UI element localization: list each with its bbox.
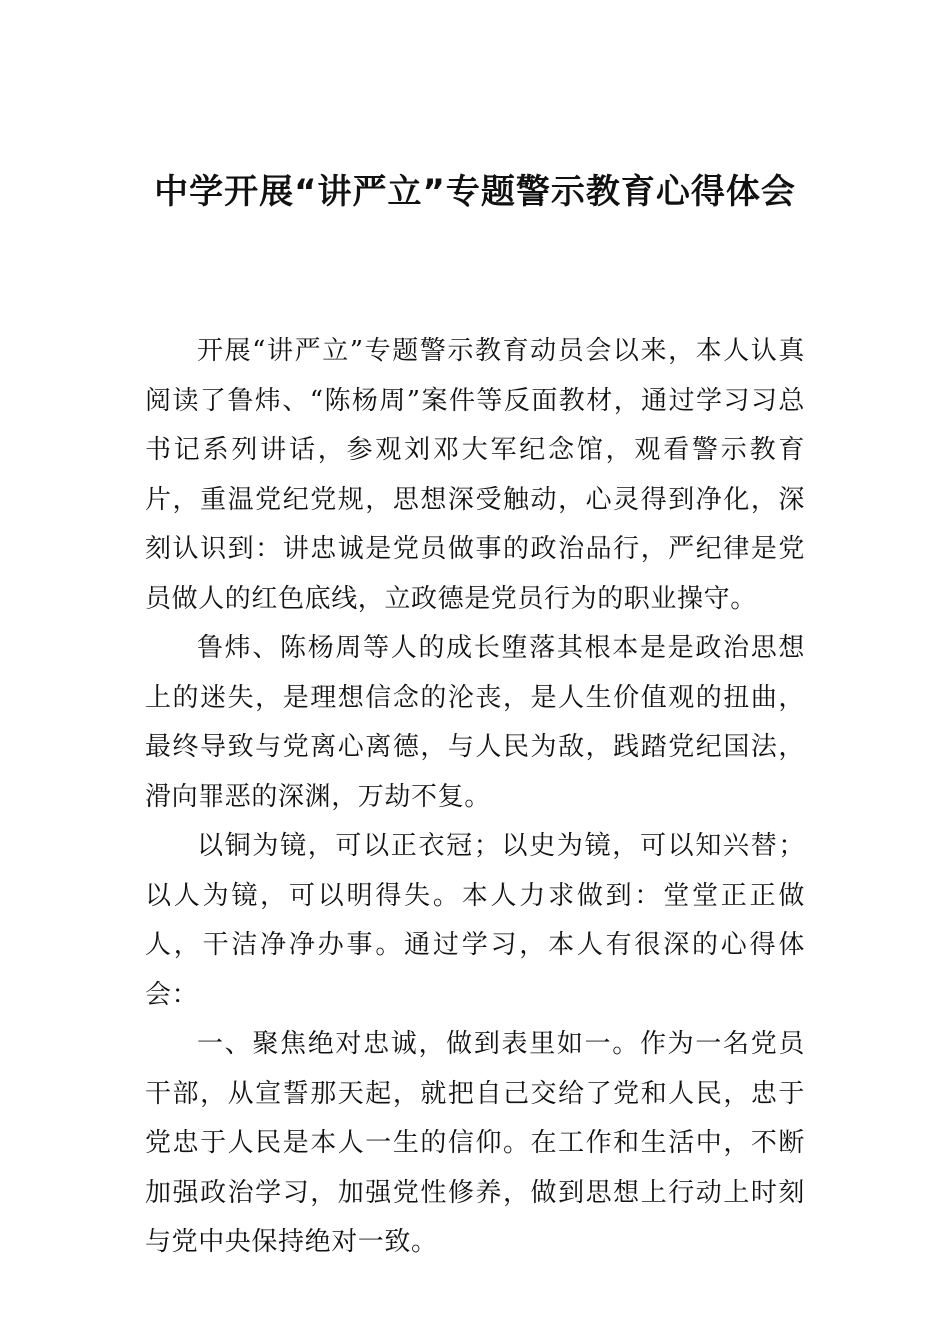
document-title: 中学开展“讲严立”专题警示教育心得体会 — [154, 172, 796, 212]
paragraph-1: 开展“讲严立”专题警示教育动员会以来，本人认真阅读了鲁炜、“陈杨周”案件等反面教材，通过学习习总书记系列讲话，参观刘邓大军纪念馆，观看警示教育片，重温党纪党规，思想深受触动，心灵得到净化，深刻认识到：讲忠诚是党员做事的政治品行，严纪律是党员做人的红色底线，立政德是党员行为的职业操守。 — [145, 336, 805, 614]
paragraph-4: 一、聚焦绝对忠诚，做到表里如一。作为一名党员干部，从宣誓那天起，就把自己交给了党和人民，忠于党忠于人民是本人一生的信仰。在工作和生活中，不断加强政治学习，加强党性修养，做到思想上行动上时刻与党中央保持绝对一致。 — [145, 1029, 805, 1257]
document-body — [145, 327, 805, 1268]
paragraph-2: 鲁炜、陈杨周等人的成长堕落其根本是是政治思想上的迷失，是理想信念的沦丧，是人生价值观的扭曲，最终导致与党离心离德，与人民为敌，践踏党纪国法，滑向罪恶的深渊，万劫不复。 — [145, 633, 805, 812]
paragraph-3: 以铜为镜，可以正衣冠；以史为镜，可以知兴替；以人为镜，可以明得失。本人力求做到：堂堂正正做人，干洁净净办事。通过学习，本人有很深的心得体会： — [145, 831, 805, 1010]
